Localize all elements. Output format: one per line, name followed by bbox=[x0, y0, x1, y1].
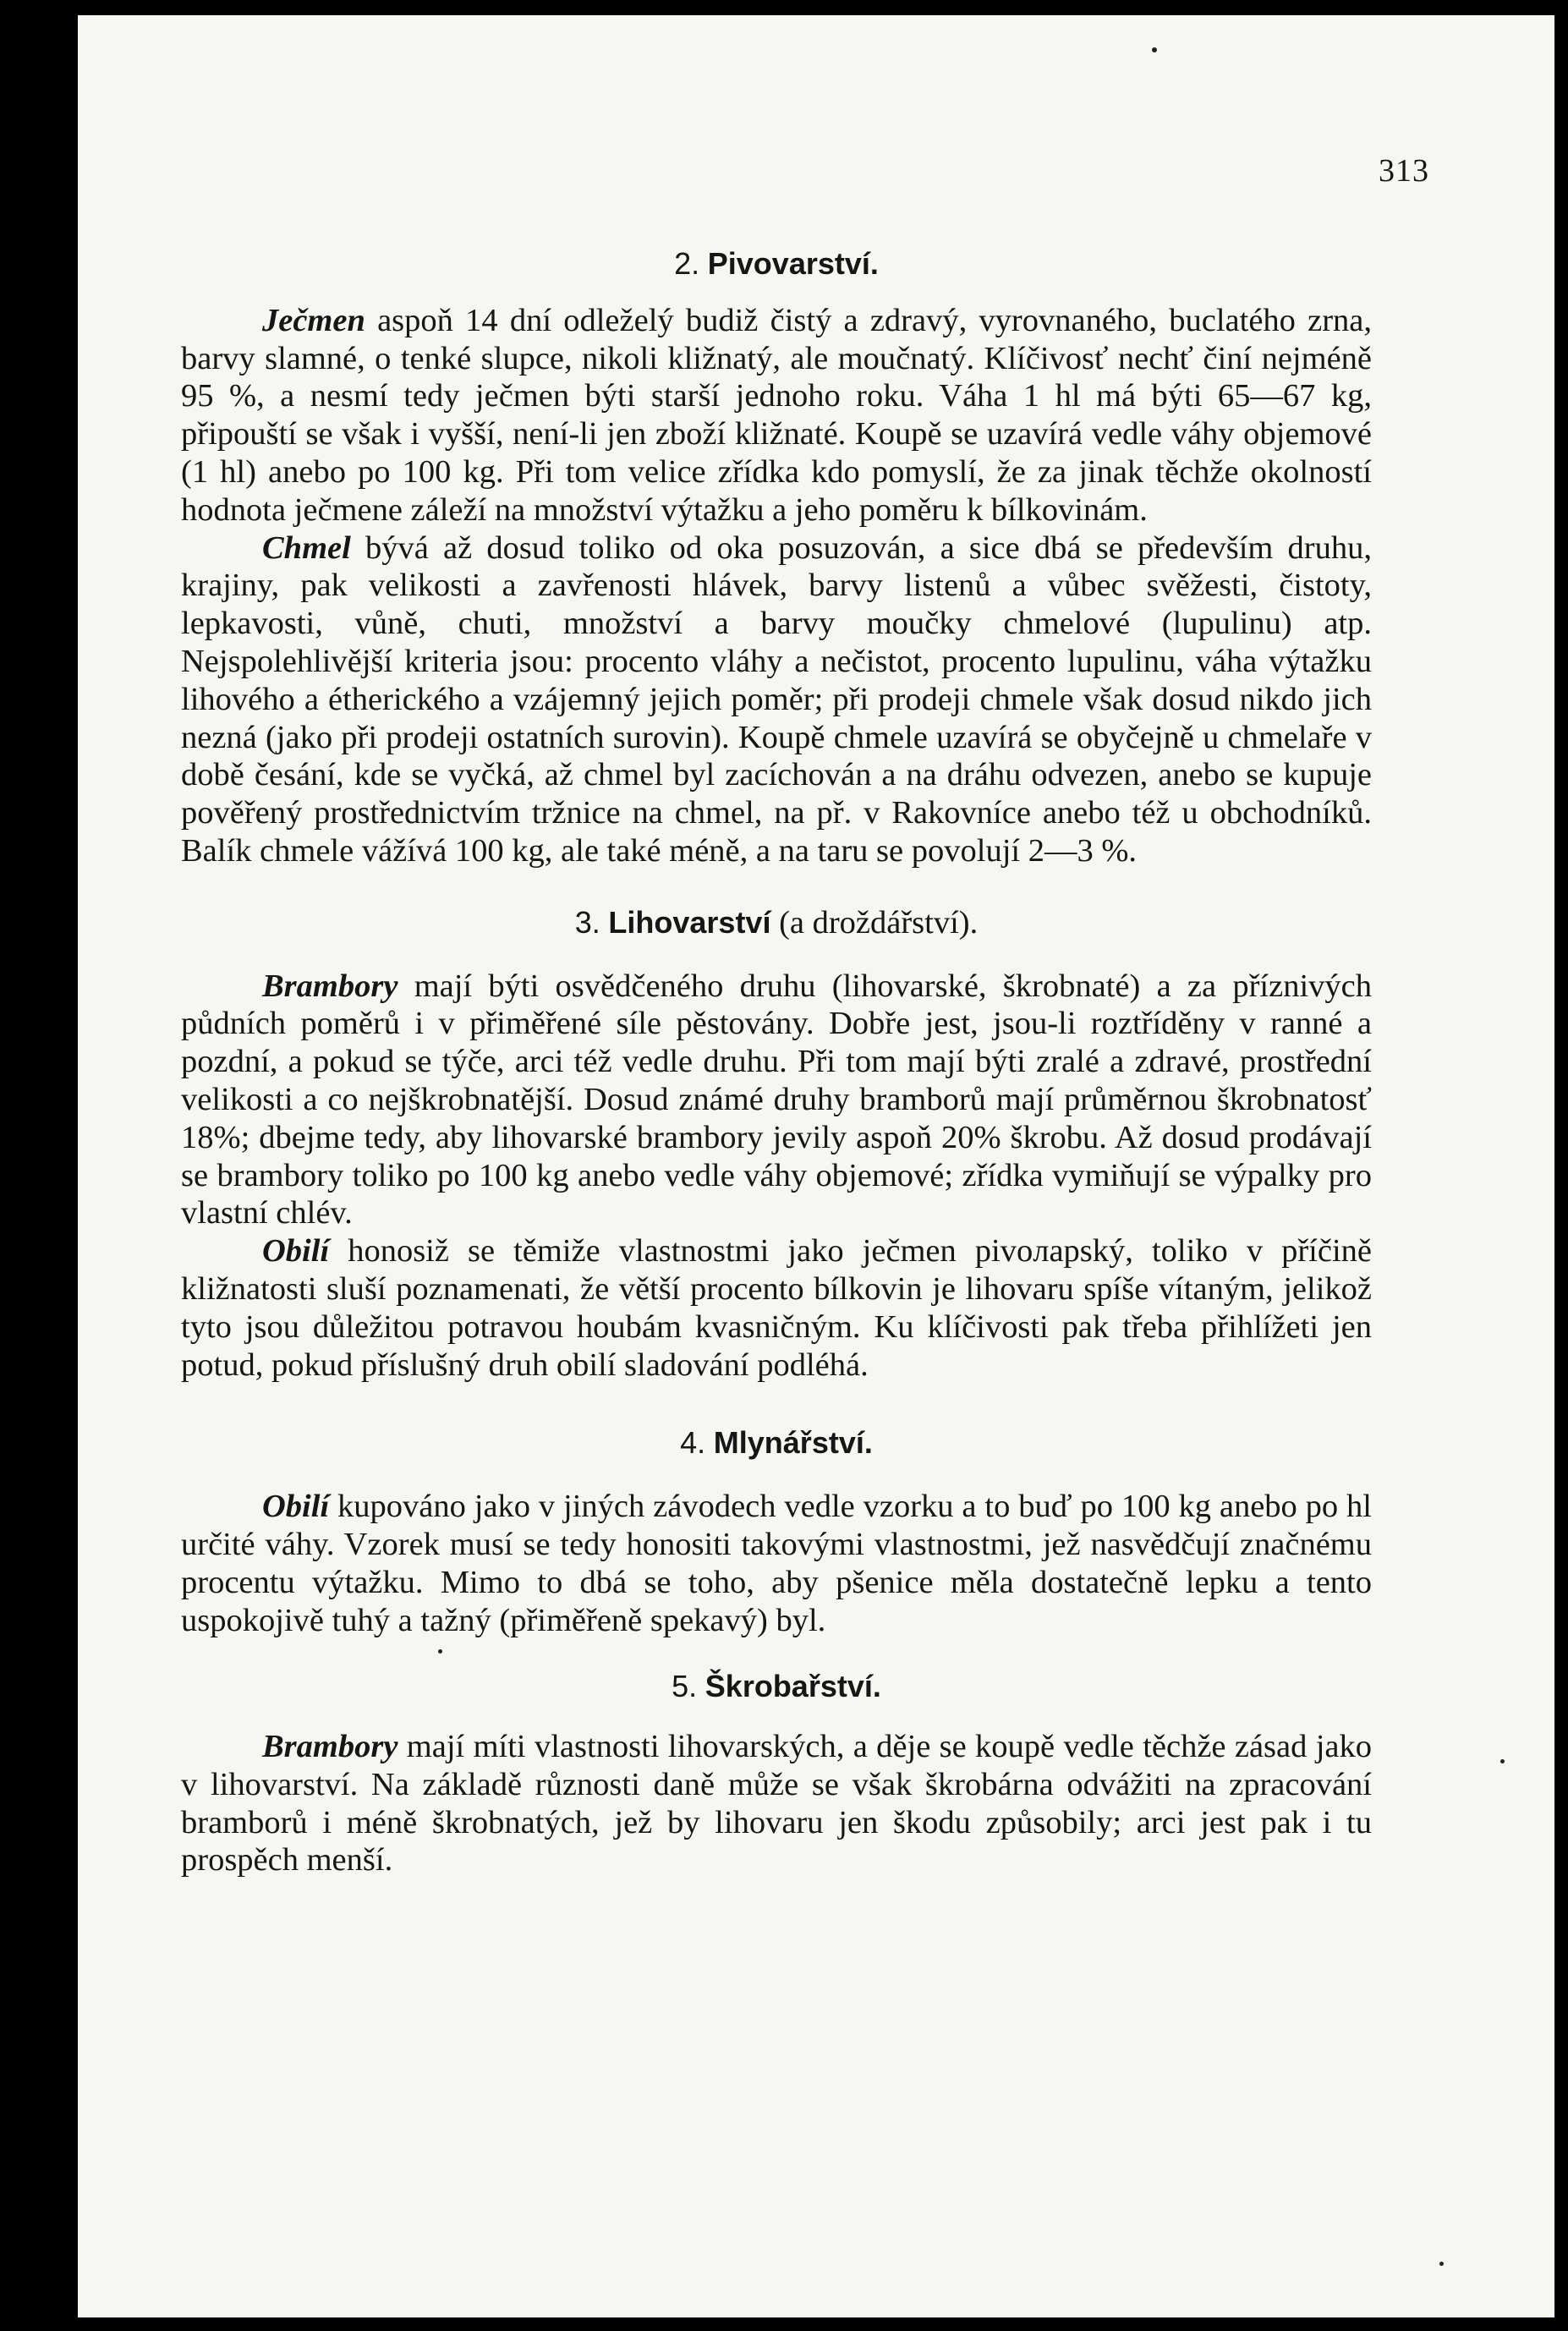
section-heading-lihovarstvi bbox=[181, 904, 1372, 942]
paragraph-text: honosiž se těmiže vlastnostmi jako ječmen pivoларský, toliko v příčině kližnatosti sluší poznamenati, že větší procento bílkovin je lihovaru spíše vítaným, jelikož tyto jsou důležitou potravou houbám kvasničným. Ku klíčivosti pak třeba přihlížeti jen potud, pokud příslušný druh obilí sladování podléhá. bbox=[181, 1233, 1372, 1383]
section-title: Pivovarství. bbox=[707, 246, 879, 281]
section-number: 2. bbox=[674, 246, 700, 281]
paragraph-text: mají míti vlastnosti lihovarských, a děje se koupě vedle těchže zásad jako v lihovarství. Na základě různosti daně může se však škrobárna odvážiti na zpracování bramborů i méně škrobnatých, jež by lihovaru jen škodu způsobily; arci jest pak i tu prospěch menší. bbox=[181, 1729, 1372, 1879]
page-text bbox=[181, 245, 1372, 1879]
paragraph-lead: Obilí bbox=[262, 1489, 330, 1525]
section-heading-pivovarstvi bbox=[181, 245, 1372, 283]
section-subtitle: (a droždářství). bbox=[770, 904, 979, 941]
paragraph-jecmen bbox=[181, 302, 1372, 529]
section-heading-mlynarstvi bbox=[181, 1424, 1372, 1462]
scan-speck bbox=[438, 1649, 442, 1654]
page-number: 313 bbox=[1379, 153, 1429, 189]
paragraph-lead: Brambory bbox=[262, 968, 398, 1004]
paragraph-text: kupováno jako v jiných závodech vedle vzorku a to buď po 100 kg anebo po hl určité váhy. Vzorek musí se tedy honositi takovými vlastnostmi, jež nasvědčují značnému procentu výtažku. Mimo to dbá se toho, aby pšenice měla dostatečně lepku a tento uspokojivě tuhý a tažný (přiměřeně spekavý) byl. bbox=[181, 1489, 1372, 1638]
section-heading-skrobarstvi bbox=[181, 1668, 1372, 1706]
section-title: Lihovarství bbox=[608, 904, 771, 940]
paragraph-lead: Ječmen bbox=[262, 302, 365, 338]
scan-speck bbox=[1500, 1759, 1505, 1763]
paragraph-lead: Chmel bbox=[262, 529, 351, 566]
section-title: Mlynářství. bbox=[713, 1425, 873, 1461]
section-number: 3. bbox=[574, 904, 600, 940]
paragraph-text: bývá až dosud toliko od oka posuzován, a sice dbá se především druhu, krajiny, pak velikosti a zavřenosti hlávek, barvy listenů a vůbec svěžesti, čistoty, lepkavosti, vůně, chuti, množství a barvy moučky chmelové (lupulinu) atp. Nejspolehlivější kriteria jsou: procento vláhy a nečistot, procento lupulinu, váha výtažku lihového a étherického a vzájemný jejich poměr; při prodeji chmele však dosud nikdo jich nezná (jako při prodeji ostatních surovin). Koupě chmele uzavírá se obyčejně u chmelaře v době česání, kde se vyčká, až chmel byl zacíchován a na dráhu odvezen, anebo se kupuje pověřený prostřednictvím tržnice na chmel, na př. v Rakovníce anebo též u obchodníků. Balík chmele vážívá 100 kg, ale také méně, a na taru se povolují 2—3 %. bbox=[181, 529, 1372, 869]
book-page bbox=[78, 15, 1554, 2317]
paragraph-text: mají býti osvědčeného druhu (lihovarské, škrobnaté) a za příznivých půdních poměrů i v přiměřené síle pěstovány. Dobře jest, jsou-li roztříděny v ranné a pozdní, a pokud se týče, arci též vedle druhu. Při tom mají býti zralé a zdravé, prostřední velikosti a co nejškrobnatější. Dosud známé druhy bramborů mají průměrnou škrobnatosť 18%; dbejme tedy, aby lihovarské brambory jevily aspoň 20% škrobu. Až dosud prodávají se brambory toliko po 100 kg anebo vedle váhy objemové; zřídka vymiňují se výpalky pro vlastní chlév. bbox=[181, 968, 1372, 1231]
paragraph-chmel bbox=[181, 529, 1372, 870]
paragraph-brambory-skrob bbox=[181, 1728, 1372, 1879]
paragraph-obili-mlyn bbox=[181, 1488, 1372, 1639]
section-number: 5. bbox=[672, 1669, 698, 1704]
scan-speck bbox=[1439, 2262, 1444, 2266]
scan-speck bbox=[1152, 47, 1157, 52]
paragraph-text: aspoň 14 dní odleželý budiž čistý a zdravý, vyrovnaného, buclatého zrna, barvy slamné, o tenké slupce, nikoli kližnatý, ale moučnatý. Klíčivosť nechť činí nejméně 95 %, a nesmí tedy ječmen býti starší jednoho roku. Váha 1 hl má býti 65—67 kg, připouští se však i vyšší, není-li jen zboží kližnaté. Koupě se uzavírá vedle váhy objemové (1 hl) anebo po 100 kg. Při tom velice zřídka kdo pomyslí, že za jinak těchže okolností hodnota ječmene záleží na množství výtažku a jeho poměru k bílkovinám. bbox=[181, 302, 1372, 528]
section-title: Škrobařství. bbox=[705, 1669, 881, 1704]
paragraph-lead: Brambory bbox=[262, 1729, 398, 1765]
paragraph-obili bbox=[181, 1232, 1372, 1384]
paragraph-lead: Obilí bbox=[262, 1233, 330, 1270]
paragraph-brambory bbox=[181, 968, 1372, 1233]
section-number: 4. bbox=[680, 1425, 706, 1461]
